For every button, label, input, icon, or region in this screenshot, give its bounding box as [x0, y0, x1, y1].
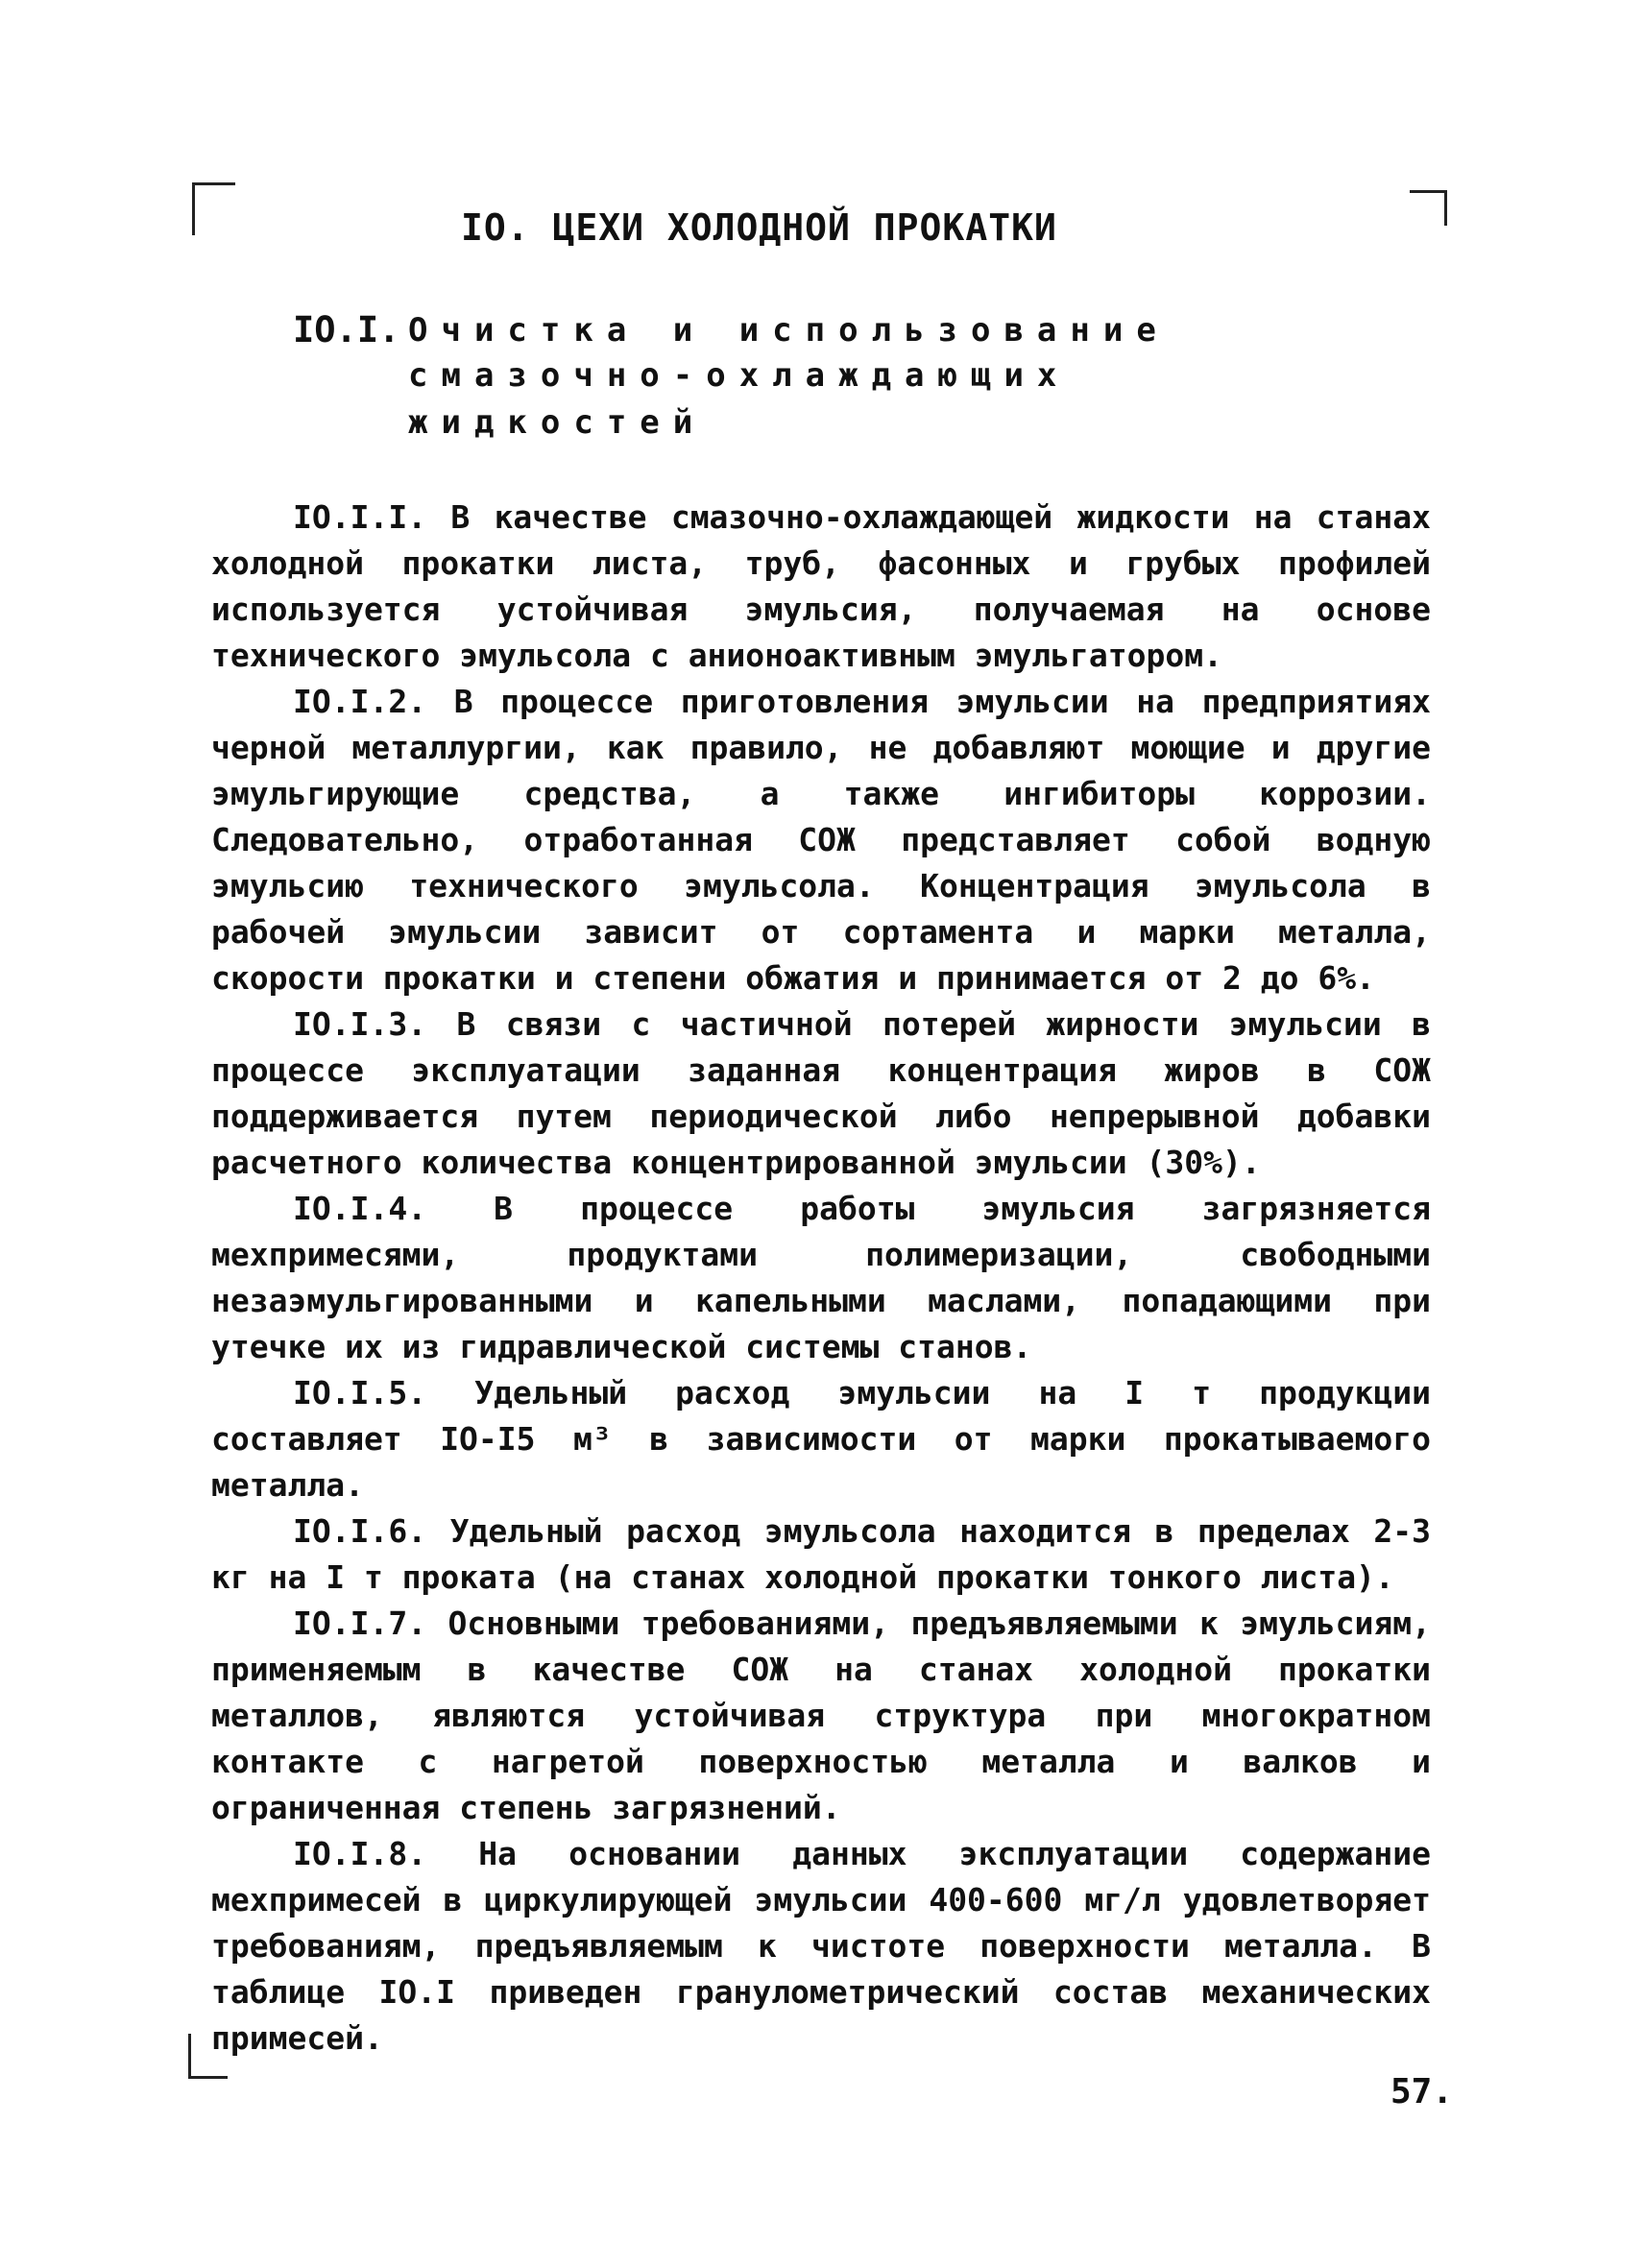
paragraph-10-1-4: IO.I.4. В процессе работы эмульсия загрязняется мехпримесями, продуктами полимеризации, свободными незаэмульгированными и капельными маслами, попадающими при утечке их из гидравлической системы станов. [211, 1190, 1431, 1365]
paragraph-10-1-7: IO.I.7. Основными требованиями, предъявляемыми к эмульсиям, применяемым в качестве СОЖ на станах холодной прокатки металлов, являются устойчивая структура при многократном контакте с нагретой поверхностью металла и валков и ограниченная степень загрязнений. [211, 1604, 1431, 1826]
chapter-title: IO. ЦЕХИ ХОЛОДНОЙ ПРОКАТКИ [461, 206, 1057, 249]
section-title-line-2: смазочно-охлаждающих [408, 356, 1071, 395]
paragraph-10-1-8: IO.I.8. На основании данных эксплуатации содержание мехпримесей в циркулирующей эмульсии 400-600 мг/л удовлетворяет требованиям, предъявляемым к чистоте поверхности металла. В таблице IO.I приведен гранулометрический состав механических примесей. [211, 1835, 1431, 2057]
page-number: 57. [1390, 2072, 1454, 2111]
paragraph-10-1-3: IO.I.3. В связи с частичной потерей жирности эмульсии в процессе эксплуатации заданная концентрация жиров в СОЖ поддерживается путем периодической либо непрерывной добавки расчетного количества концентрированной эмульсии (30%). [211, 1005, 1431, 1181]
section-title-line-3: жидкостей [408, 403, 707, 442]
paragraph-10-1-6: IO.I.6. Удельный расход эмульсола находится в пределах 2-3 кг на I т проката (на станах холодной прокатки тонкого листа). [211, 1512, 1431, 1596]
paragraph-10-1-5: IO.I.5. Удельный расход эмульсии на I т продукции составляет IO-I5 м³ в зависимости от марки прокатываемого металла. [211, 1374, 1431, 1504]
paragraph-10-1-1: IO.I.I. В качестве смазочно-охлаждающей жидкости на станах холодной прокатки листа, труб, фасонных и грубых профилей используется устойчивая эмульсия, получаемая на основе технического эмульсола с анионоактивным эмульгатором. [211, 498, 1431, 674]
body-text [211, 495, 1431, 2062]
paragraph-10-1-2: IO.I.2. В процессе приготовления эмульсии на предприятиях черной металлургии, как правило, не добавляют моющие и другие эмульгирующие средства, а также ингибиторы коррозии. Следовательно, отработанная СОЖ представляет собой водную эмульсию технического эмульсола. Концентрация эмульсола в рабочей эмульсии зависит от сортамента и марки металла, скорости прокатки и степени обжатия и принимается от 2 до 6%. [211, 683, 1431, 997]
section-number: IO.I. [293, 309, 400, 350]
section-title-line-1: Очистка и использование [408, 311, 1170, 350]
crop-mark-top-right [1410, 190, 1447, 226]
crop-mark-top-left [192, 182, 235, 235]
